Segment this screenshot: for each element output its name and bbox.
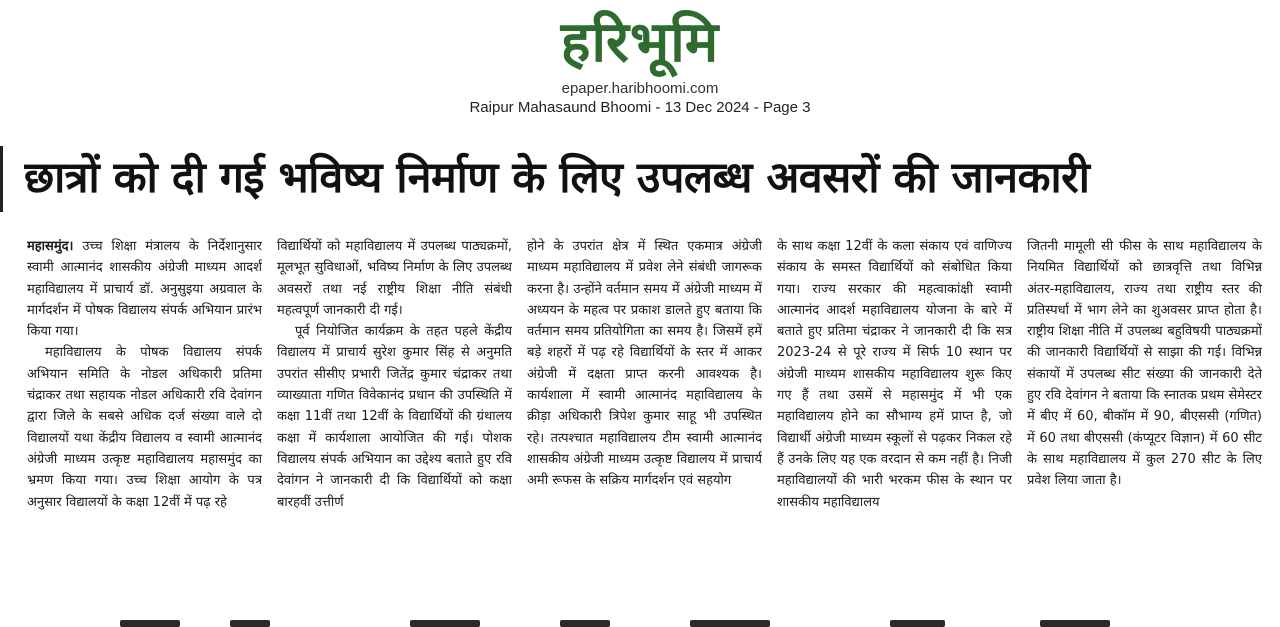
article-column-5: [1027, 236, 1262, 606]
paragraph: विद्यार्थियों को महाविद्यालय में उपलब्ध पाठ्यक्रमों, मूलभूत सुविधाओं, भविष्य निर्माण के लिए उपलब्ध अवसरों तथा नई राष्ट्रीय शिक्षा नीति संबंधी महत्वपूर्ण जानकारी दी गई।: [277, 239, 512, 318]
article-column-4: [777, 236, 1012, 606]
cropped-glyphs: [230, 620, 270, 627]
haribhoomi-logo: हरिभूमि: [560, 10, 720, 75]
paragraph: होने के उपरांत क्षेत्र में स्थित एकमात्र अंग्रेजी माध्यम महाविद्यालय में प्रवेश लेने संबंधी जागरूक करना है। उन्होंने वर्तमान समय में अंग्रेजी माध्यम में अध्ययन के महत्व पर प्रकाश डालते हुए बताया कि वर्तमान समय प्रतियोगिता का समय है। जिसमें हमें बड़े शहरों में पढ़ रहे विद्यार्थियों के स्तर में आकर अंग्रेजी में दक्षता प्राप्त करनी आवश्यक है। कार्यशाला में स्वामी आत्मानंद महाविद्यालय के क्रीड़ा अधिकारी त्रिपेश कुमार साहू भी उपस्थित रहे। तत्पश्चात महाविद्यालय टीम स्वामी आत्मानंद शासकीय अंग्रेजी माध्यम उत्कृष्ट विद्यालय में प्राचार्य अमी रूफस के सक्रिय मार्गदर्शन एवं सहयोग: [527, 239, 762, 489]
cropped-glyphs: [1040, 620, 1110, 627]
article-column-2: [277, 236, 512, 606]
paragraph: महाविद्यालय के पोषक विद्यालय संपर्क अभियान समिति के नोडल अधिकारी प्रतिमा चंद्राकर तथा सहायक नोडल अधिकारी रवि देवांगन द्वारा जिले के सबसे अधिक दर्ज संख्या वाले दो विद्यालयों यथा केंद्रीय विद्यालय व स्वामी आत्मानंद अंग्रेजी माध्यम उत्कृष्ट महाविद्यालय महासमुंद का भ्रमण किया गया। उच्च शिक्षा आयोग के पत्र अनुसार विद्यालयों के कक्षा 12वीं में पढ़ रहे: [27, 345, 262, 510]
next-headline-fragment: [0, 616, 1280, 627]
cropped-glyphs: [410, 620, 480, 627]
dateline: महासमुंद।: [27, 239, 74, 254]
cropped-glyphs: [890, 620, 945, 627]
paragraph: जितनी मामूली सी फीस के साथ महाविद्यालय के नियमित विद्यार्थियों को छात्रवृत्ति तथा विभिन्न अंतर-महाविद्यालय, राज्य तथा राष्ट्रीय स्तर की प्रतिस्पर्धा में भाग लेने का शुअवसर प्राप्त होता है। राष्ट्रीय शिक्षा नीति में उपलब्ध बहुविषयी पाठ्यक्रमों की जानकारी विद्यार्थियों से साझा की गई। विभिन्न संकायों में उपलब्ध सीट संख्या की जानकारी देते हुए रवि देवांगन ने बताया कि स्नातक प्रथम सेमेस्टर में बीए में 60, बीकॉम में 90, बीएससी (गणित) में 60 तथा बीएससी (कंप्यूटर विज्ञान) में 60 सीट के साथ महाविद्यालय में कुल 270 सीट के लिए प्रवेश लिया जाता है।: [1027, 239, 1262, 489]
article-headline: छात्रों को दी गई भविष्य निर्माण के लिए उपलब्ध अवसरों की जानकारी: [24, 153, 1090, 203]
edition-line: Raipur Mahasaund Bhoomi - 13 Dec 2024 - Page 3: [469, 99, 811, 116]
article-column-3: [527, 236, 762, 606]
cropped-glyphs: [560, 620, 610, 627]
article-column-1: [27, 236, 262, 606]
masthead: [0, 0, 1280, 117]
paragraph: के साथ कक्षा 12वीं के कला संकाय एवं वाणिज्य संकाय के समस्त विद्यार्थियों को संबोधित किया गया। राज्य सरकार की महत्वाकांक्षी स्वामी आत्मानंद आदर्श महाविद्यालय योजना के बारे में बताते हुए प्रतिमा चंद्राकर ने जानकारी दी कि सत्र 2023-24 से पूरे राज्य में सिर्फ 10 स्थान पर अंग्रेजी माध्यम शासकीय महाविद्यालय शुरू किए गए हैं तथा उसमें से महासमुंद में भी एक महाविद्यालय होने का सौभाग्य हमें प्राप्त है, जो विद्यार्थी अंग्रेजी माध्यम स्कूलों से पढ़कर निकल रहे हैं उनके लिए यह एक वरदान से कम नहीं है। निजी महाविद्यालयों की भारी भरकम फीस के स्थान पर शासकीय महाविद्यालय: [777, 239, 1012, 510]
article-body: [27, 236, 1263, 606]
paragraph: पूर्व नियोजित कार्यक्रम के तहत पहले केंद्रीय विद्यालय में प्राचार्य सुरेश कुमार सिंह से अनुमति उपरांत सीसीए प्रभारी जितेंद्र कुमार चंद्राकर तथा व्याख्याता गणित विवेकानंद प्रधान की उपस्थिति में कक्षा 11वीं तथा 12वीं के विद्यार्थियों की ग्रंथालय कक्षा में कार्यशाला आयोजित की गई। पोशक विद्यालय संपर्क अभियान का उद्देश्य बताते हुए रवि देवांगन ने जानकारी दी कि विद्यार्थियों को कक्षा बारहवीं उत्तीर्ण: [277, 324, 512, 510]
site-url[interactable]: epaper.haribhoomi.com: [561, 80, 719, 97]
cropped-glyphs: [690, 620, 770, 627]
cropped-glyphs: [120, 620, 180, 627]
paragraph: उच्च शिक्षा मंत्रालय के निर्देशानुसार स्वामी आत्मानंद शासकीय अंग्रेजी माध्यम आदर्श महाविद्यालय में प्राचार्य डॉ. अनुसुइया अग्रवाल के मार्गदर्शन में पोषक विद्यालय संपर्क अभियान प्रारंभ किया गया।: [27, 239, 262, 340]
left-edge-rule: [0, 146, 3, 212]
